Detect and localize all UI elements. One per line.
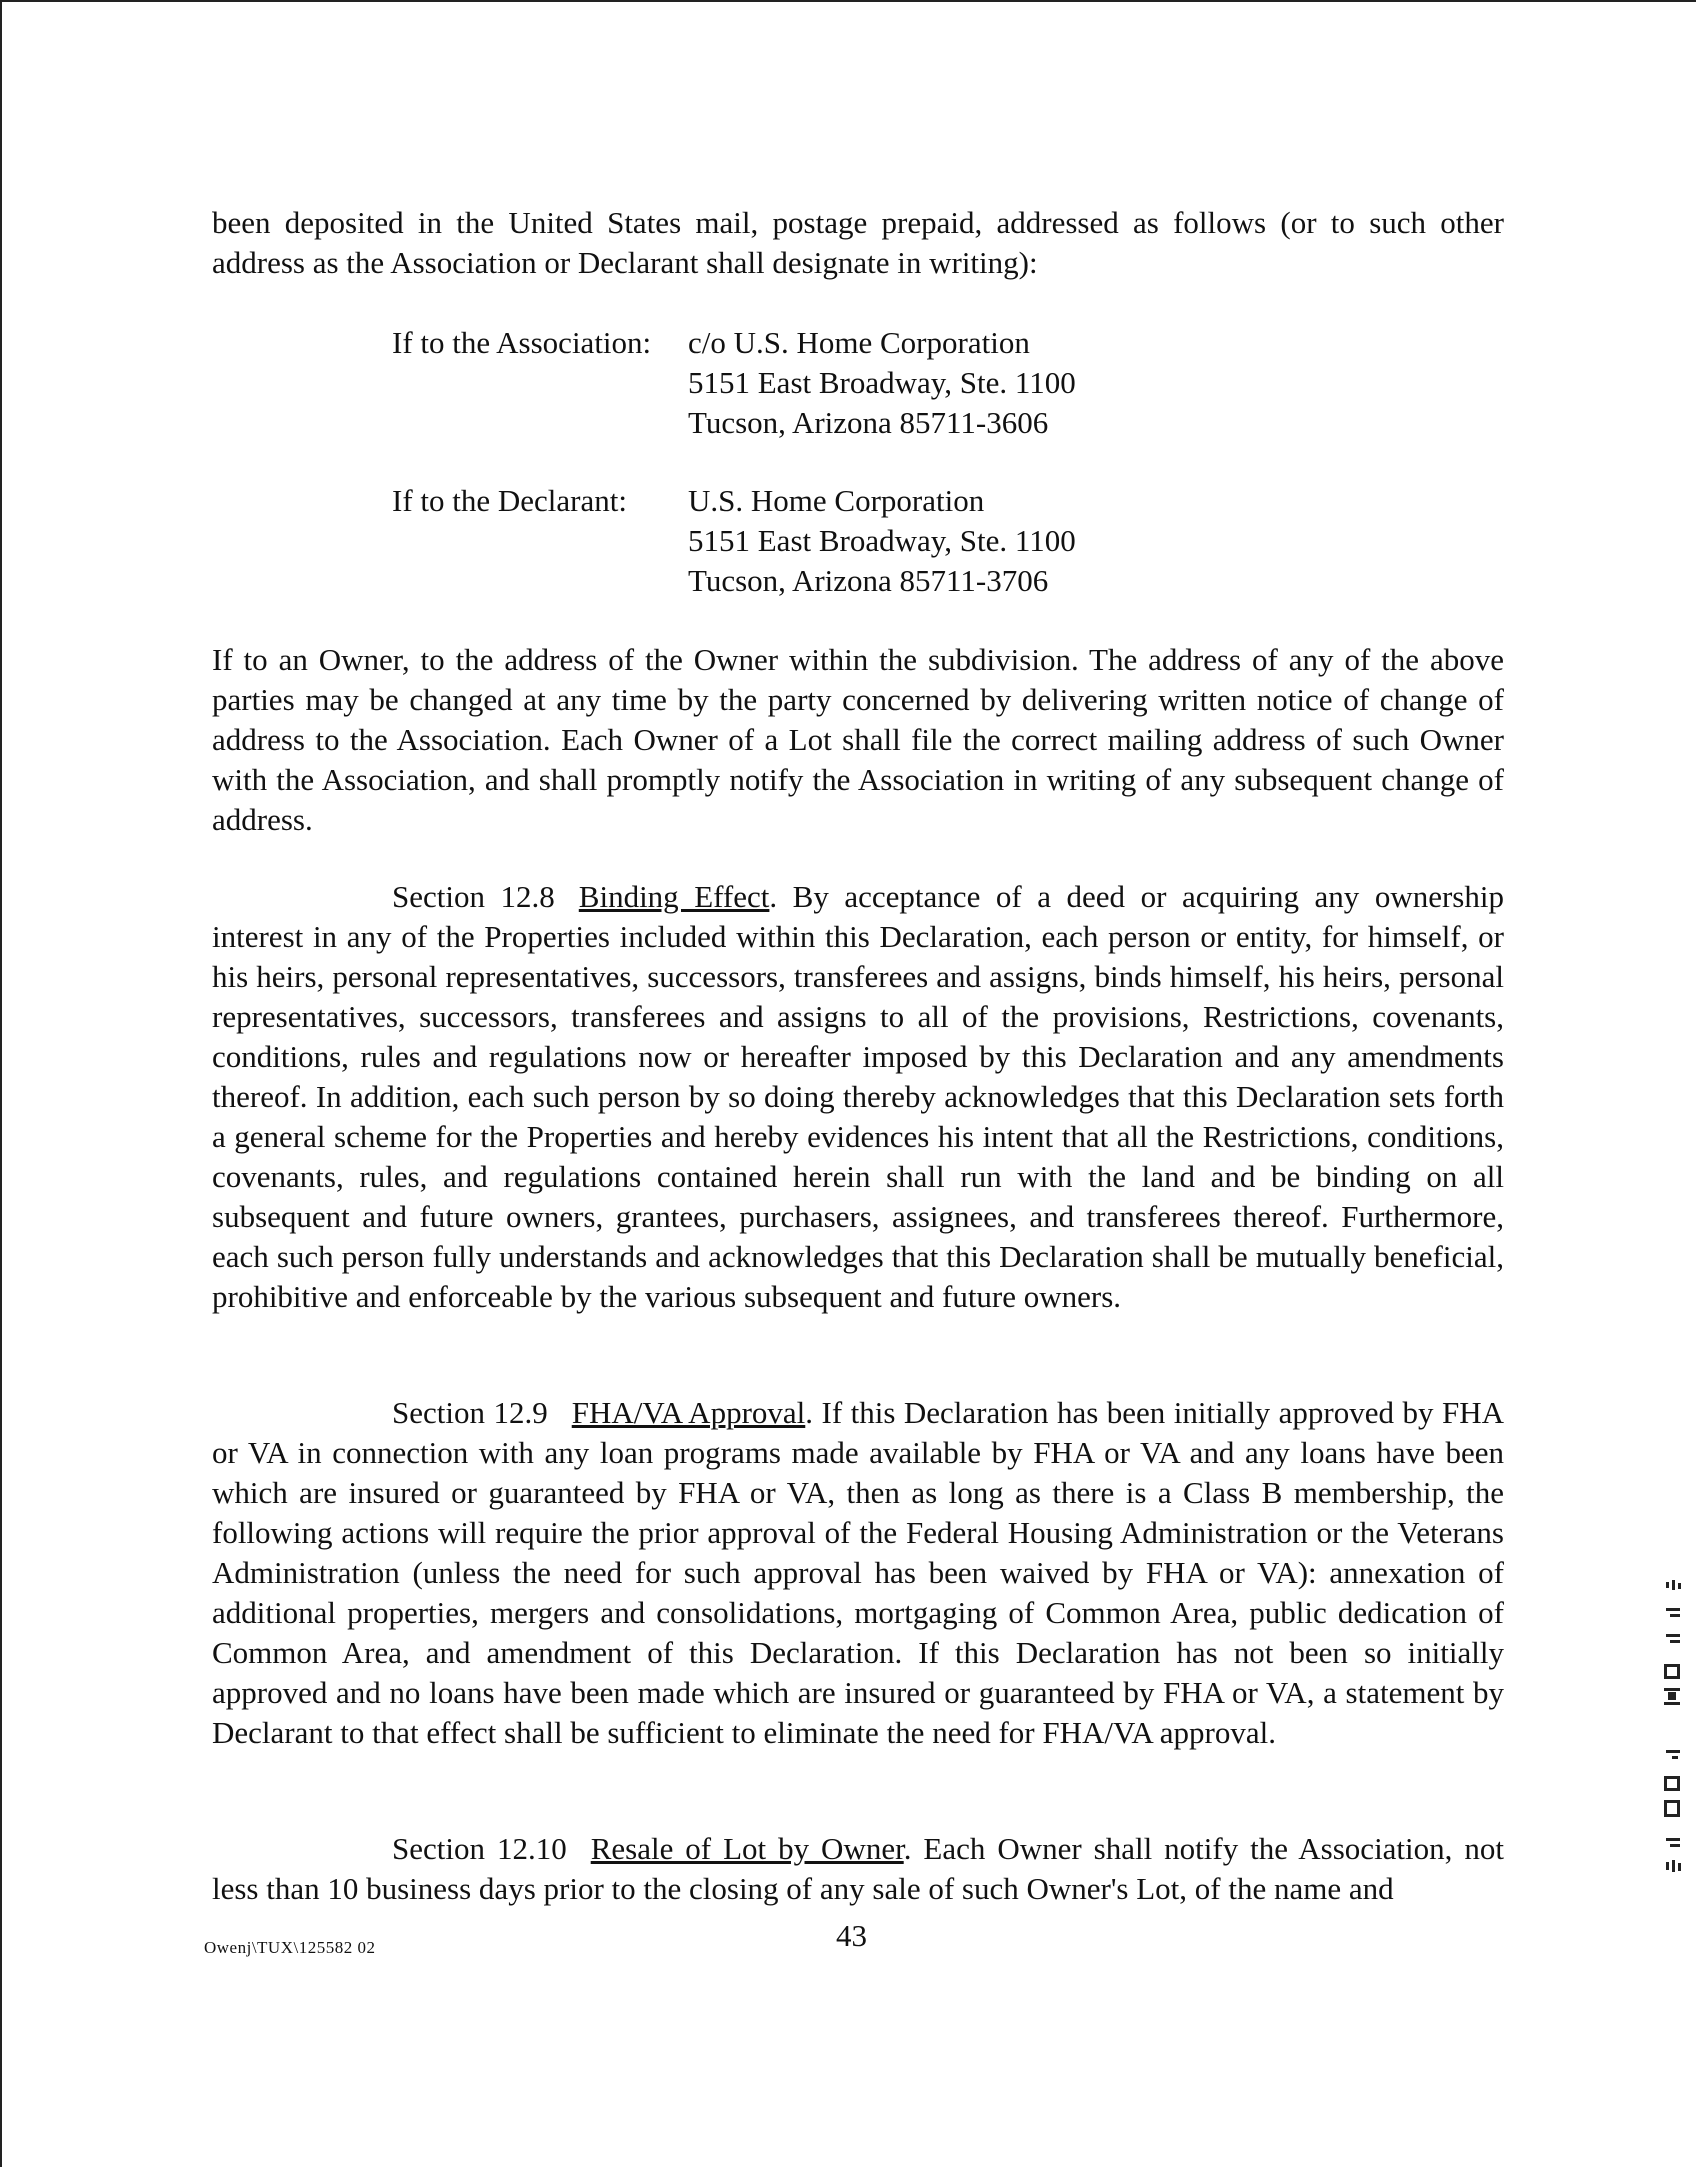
declarant-address-label: If to the Declarant: xyxy=(392,483,627,518)
section-title: FHA/VA Approval xyxy=(571,1395,806,1430)
page-number: 43 xyxy=(836,1918,867,1953)
association-address-block xyxy=(688,323,1076,443)
recording-stamp-graphic xyxy=(1652,1580,1692,1890)
section-12-10-paragraph xyxy=(212,1829,1504,1909)
section-title: Binding Effect xyxy=(578,879,770,914)
section-title: Resale of Lot by Owner xyxy=(590,1831,904,1866)
section-text: . By acceptance of a deed or acquiring any ownership interest in any of the Properties included within this Declaration, each person or entity, for himself, or his heirs, personal representatives, successors, transferees and assigns, binds himself, his heirs, personal representatives, successors, transferees and assigns to all of the provisions, Restrictions, covenants, conditions, rules and regulations now or hereafter imposed by this Declaration and any amendments thereof. In addition, each such person by so doing thereby acknowledges that this Declaration sets forth a general scheme for the Properties and hereby evidences his intent that all the Restrictions, conditions, covenants, rules, and regulations contained herein shall run with the land and be binding on all subsequent and future owners, grantees, purchasers, assignees, and transferees thereof. Furthermore, each such person fully understands and acknowledges that this Declaration shall be mutually beneficial, prohibitive and enforceable by the various subsequent and future owners. xyxy=(212,879,1504,1314)
declarant-address-block xyxy=(688,481,1076,601)
footer-document-id: Owenj\TUX\125582 02 xyxy=(204,1938,376,1957)
address-line: 5151 East Broadway, Ste. 1100 xyxy=(688,365,1076,400)
association-address-label: If to the Association: xyxy=(392,325,652,360)
section-12-9-paragraph xyxy=(212,1393,1504,1753)
section-text: . Each Owner shall notify the Association, not less than 10 business days prior to the closing of any sale of such Owner's Lot, of the name and xyxy=(212,1831,1504,1906)
address-line: Tucson, Arizona 85711-3706 xyxy=(688,563,1049,598)
section-number: Section 12.8 xyxy=(392,879,555,914)
address-line: c/o U.S. Home Corporation xyxy=(688,325,1030,360)
intro-paragraph: been deposited in the United States mail, postage prepaid, addressed as follows (or to such other address as the Association or Declarant shall designate in writing): xyxy=(212,205,1504,280)
section-12-8-paragraph xyxy=(212,877,1504,1317)
section-text: . If this Declaration has been initially approved by FHA or VA in connection with any loan programs made available by FHA or VA and any loans have been which are insured or guaranteed by FHA or VA, then as long as there is a Class B membership, the following actions will require the prior approval of the Federal Housing Administration or the Veterans Administration (unless the need for such approval has been waived by FHA or VA): annexation of additional properties, mergers and consolidations, mortgaging of Common Area, public dedication of Common Area, and amendment of this Declaration. If this Declaration has not been so initially approved and no loans have been made which are insured or guaranteed by FHA or VA, a statement by Declarant to that effect shall be sufficient to eliminate the need for FHA/VA approval. xyxy=(212,1395,1504,1750)
address-line: U.S. Home Corporation xyxy=(688,483,985,518)
address-line: 5151 East Broadway, Ste. 1100 xyxy=(688,523,1076,558)
section-number: Section 12.10 xyxy=(392,1831,567,1866)
section-number: Section 12.9 xyxy=(392,1395,548,1430)
address-line: Tucson, Arizona 85711-3606 xyxy=(688,405,1049,440)
owner-address-paragraph: If to an Owner, to the address of the Owner within the subdivision. The address of any of the above parties may be changed at any time by the party concerned by delivering written notice of change of address to the Association. Each Owner of a Lot shall file the correct mailing address of such Owner with the Association, and shall promptly notify the Association in writing of any subsequent change of address. xyxy=(212,642,1504,837)
